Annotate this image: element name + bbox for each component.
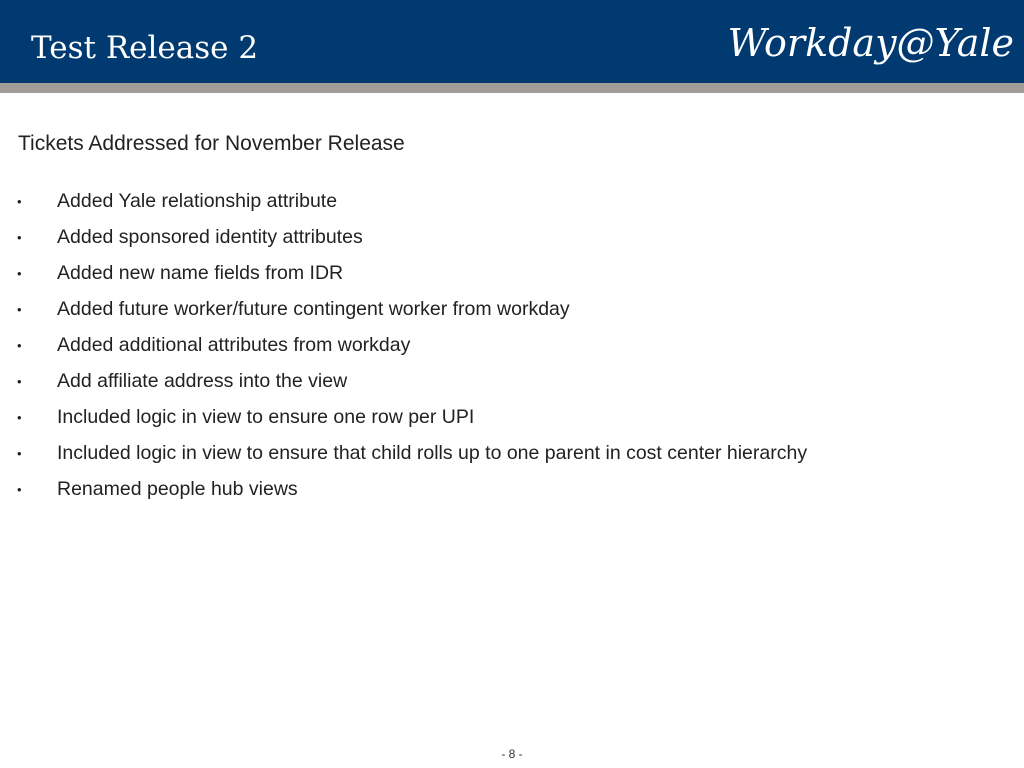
list-item-text: Added Yale relationship attribute	[57, 190, 338, 212]
bullet-icon: •	[17, 482, 22, 497]
header-divider	[0, 83, 1024, 93]
slide-title: Test Release 2	[31, 30, 259, 66]
bullet-icon: •	[17, 194, 22, 209]
list-item-text: Renamed people hub views	[57, 478, 298, 500]
header-bar	[0, 0, 1024, 83]
brand-logo-text: Workday@Yale	[727, 21, 1014, 65]
page-number: - 8 -	[501, 747, 523, 761]
list-item-text: Added additional attributes from workday	[57, 334, 411, 356]
bullet-icon: •	[17, 374, 22, 389]
list-item-text: Included logic in view to ensure one row per UPI	[57, 406, 475, 428]
bullet-icon: •	[17, 446, 22, 461]
list-item-text: Added future worker/future contingent worker from workday	[57, 298, 570, 320]
bullet-icon: •	[17, 230, 22, 245]
bullet-icon: •	[17, 338, 22, 353]
section-subheading: Tickets Addressed for November Release	[18, 132, 405, 155]
list-item-text: Included logic in view to ensure that child rolls up to one parent in cost center hierarchy	[57, 442, 808, 464]
bullet-icon: •	[17, 302, 22, 317]
bullet-icon: •	[17, 266, 22, 281]
bullet-icon: •	[17, 410, 22, 425]
list-item-text: Added sponsored identity attributes	[57, 226, 363, 248]
list-item-text: Add affiliate address into the view	[57, 370, 348, 392]
list-item-text: Added new name fields from IDR	[57, 262, 344, 284]
